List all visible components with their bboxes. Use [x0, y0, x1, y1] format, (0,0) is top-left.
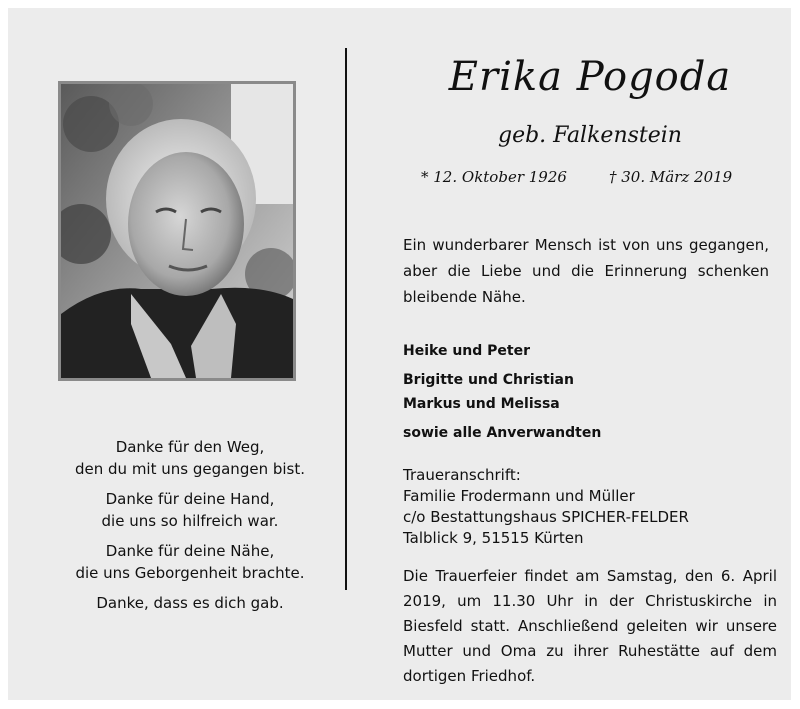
mourner-entry: Brigitte und Christian — [403, 372, 574, 388]
poem-line: die uns so hilfreich war. — [101, 512, 279, 530]
address-line: c/o Bestattungshaus SPICHER-FELDER — [403, 508, 689, 526]
poem-line: Danke für deine Hand, — [105, 490, 275, 508]
mourners-list — [403, 339, 769, 445]
mourner-entry: Heike und Peter — [403, 343, 530, 359]
poem-stanza — [40, 488, 340, 532]
portrait-photo — [58, 81, 296, 381]
poem-stanza — [40, 436, 340, 480]
poem-line: den du mit uns gegangen bist. — [75, 460, 305, 478]
maiden-name: geb. Falkenstein — [498, 123, 682, 148]
deceased-name: Erika Pogoda — [448, 54, 732, 100]
poem-stanza — [40, 592, 340, 614]
poem-stanza — [40, 540, 340, 584]
mourner-entry: sowie alle Anverwandten — [403, 425, 602, 441]
portrait-image — [61, 84, 293, 378]
address-line: Talblick 9, 51515 Kürten — [403, 529, 584, 547]
poem-line: Danke, dass es dich gab. — [96, 594, 284, 612]
poem-line: Danke für deine Nähe, — [105, 542, 275, 560]
poem-line: Danke für den Weg, — [115, 438, 265, 456]
address-line: Familie Frodermann und Müller — [403, 487, 635, 505]
address-label: Traueranschrift: — [403, 466, 521, 484]
mourner-entry: Markus und Melissa — [403, 396, 560, 412]
funeral-service-info: Die Trauerfeier findet am Samstag, den 6. April 2019, um 11.30 Uhr in der Christuskirche in Biesfeld statt. Anschließend geleiten wir unsere Mutter und Oma zu ihrer Ruhestätte auf dem dortigen Friedhof. — [403, 567, 777, 685]
death-date: † 30. März 2019 — [609, 168, 733, 186]
poem-line: die uns Geborgenheit brachte. — [75, 564, 305, 582]
vertical-divider — [345, 48, 347, 590]
poem — [40, 436, 340, 622]
birth-date: * 12. Oktober 1926 — [421, 168, 567, 186]
memorial-quote: Ein wunderbarer Mensch ist von uns gegangen, aber die Liebe und die Erinnerung schenken bleibende Nähe. — [403, 236, 769, 306]
mourning-address — [403, 465, 769, 549]
